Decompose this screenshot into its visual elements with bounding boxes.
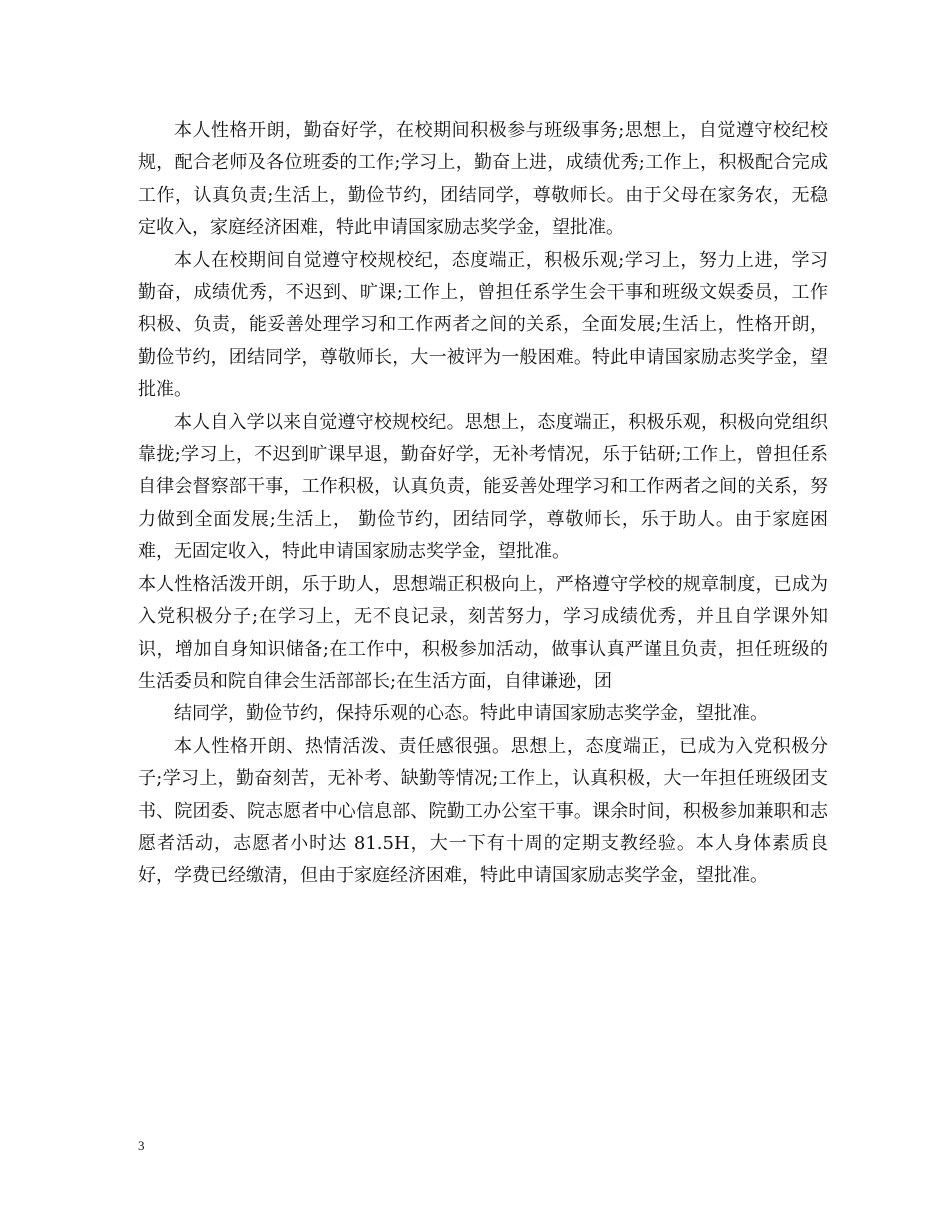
paragraph-4: 本人性格活泼开朗，乐于助人，思想端正积极向上，严格遵守学校的规章制度，已成为入党积极分子;在学习上，无不良记录，刻苦努力，学习成绩优秀，并且自学课外知识，增加自身知识储备;在工作中，积极参加活动，做事认真严谨且负责，担任班级的生活委员和院自律会生活部部长;在生活方面，自律谦逊，团	[138, 573, 828, 692]
paragraph-1: 本人性格开朗，勤奋好学，在校期间积极参与班级事务;思想上，自觉遵守校纪校规，配合老师及各位班委的工作;学习上，勤奋上进，成绩优秀;工作上，积极配合完成工作，认真负责;生活上，勤俭节约，团结同学，尊敬师长。由于父母在家务农，无稳定收入，家庭经济困难，特此申请国家励志奖学金，望批准。	[138, 120, 828, 239]
paragraph-3: 本人自入学以来自觉遵守校规校纪。思想上，态度端正，积极乐观，积极向党组织靠拢;学习上，不迟到旷课早退，勤奋好学，无补考情况，乐于钻研;工作上，曾担任系自律会督察部干事，工作积极，认真负责，能妥善处理学习和工作两者之间的关系，努力做到全面发展;生活上， 勤俭节约，团结同学，尊敬师长，乐于助人。由于家庭困难，无固定收入，特此申请国家励志奖学金，望批准。	[138, 411, 828, 563]
paragraph-6: 本人性格开朗、热情活泼、责任感很强。思想上，态度端正，已成为入党积极分子;学习上，勤奋刻苦，无补考、缺勤等情况;工作上，认真积极，大一年担任班级团支书、院团委、院志愿者中心信息部、院勤工办公室干事。课余时间，积极参加兼职和志愿者活动，志愿者小时达 81.5H，大一下有十周的定期支教经验。本人身体素质良好，学费已经缴清，但由于家庭经济困难，特此申请国家励志奖学金，望批准。	[138, 735, 828, 887]
paragraph-5: 结同学，勤俭节约，保持乐观的心态。特此申请国家励志奖学金，望批准。	[174, 703, 768, 725]
paragraph-2: 本人在校期间自觉遵守校规校纪，态度端正，积极乐观;学习上，努力上进，学习勤奋，成绩优秀，不迟到、旷课;工作上，曾担任系学生会干事和班级文娱委员，工作积极、负责，能妥善处理学习和工作两者之间的关系，全面发展;生活上，性格开朗，勤俭节约，团结同学，尊敬师长，大一被评为一般困难。特此申请国家励志奖学金，望批准。	[138, 249, 828, 401]
document-body	[138, 115, 828, 893]
page-number: 3	[138, 1138, 145, 1153]
